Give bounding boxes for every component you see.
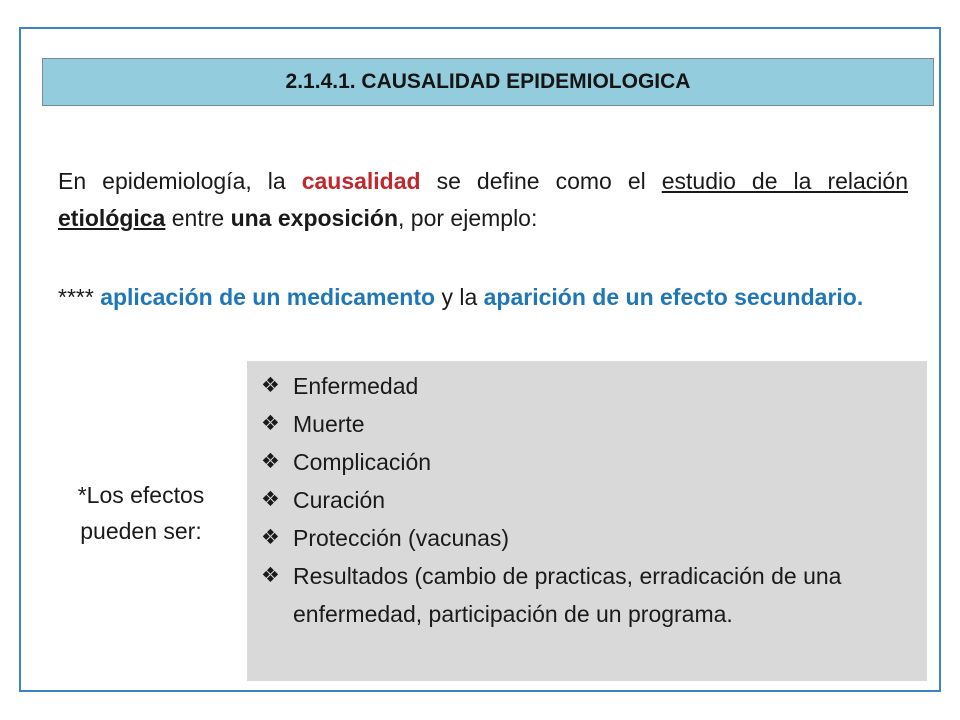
- exposicion-term: una exposición: [230, 205, 399, 231]
- list-item-label: Complicación: [293, 449, 432, 475]
- definition-underlined-text: estudio de la relación: [661, 168, 908, 194]
- list-item: [259, 405, 899, 443]
- list-item-label: Muerte: [293, 411, 365, 437]
- diamond-bullet-icon: ❖: [261, 412, 280, 435]
- example-paragraph: [58, 279, 908, 316]
- effects-label-line2: pueden ser:: [80, 518, 202, 544]
- definition-paragraph: [58, 163, 908, 237]
- effects-label: [46, 477, 236, 549]
- causalidad-term: causalidad: [301, 168, 421, 194]
- list-item-label: Curación: [293, 487, 386, 513]
- diamond-bullet-icon: ❖: [261, 488, 280, 511]
- etiologica-term: etiológica: [58, 205, 166, 231]
- definition-text-2: se define como el: [420, 168, 662, 194]
- example-medicamento: aplicación de un medicamento: [100, 284, 436, 310]
- effects-list: [259, 367, 899, 633]
- list-item: [259, 519, 899, 557]
- diamond-bullet-icon: ❖: [261, 526, 280, 549]
- definition-text-3: entre: [165, 205, 231, 231]
- list-item: [259, 367, 899, 405]
- title-bar: [42, 58, 934, 106]
- list-item-label: Resultados (cambio de practicas, erradicación de una enfermedad, participación de un programa.: [293, 563, 842, 627]
- example-efecto: aparición de un efecto secundario.: [483, 284, 864, 310]
- list-item-label: Protección (vacunas): [293, 525, 510, 551]
- definition-text-4: , por ejemplo:: [398, 205, 538, 231]
- page-title: 2.1.4.1. CAUSALIDAD EPIDEMIOLOGICA: [285, 70, 691, 93]
- diamond-bullet-icon: ❖: [261, 564, 280, 587]
- list-item: [259, 443, 899, 481]
- effects-list-box: [247, 361, 927, 681]
- list-item: [259, 481, 899, 519]
- diamond-bullet-icon: ❖: [261, 450, 280, 473]
- diamond-bullet-icon: ❖: [261, 374, 280, 397]
- definition-text-1: En epidemiología, la: [58, 168, 302, 194]
- example-connector: y la: [435, 284, 484, 310]
- list-item: [259, 557, 899, 633]
- list-item-label: Enfermedad: [293, 373, 419, 399]
- example-stars: ****: [58, 284, 101, 310]
- effects-label-line1: *Los efectos: [77, 482, 205, 508]
